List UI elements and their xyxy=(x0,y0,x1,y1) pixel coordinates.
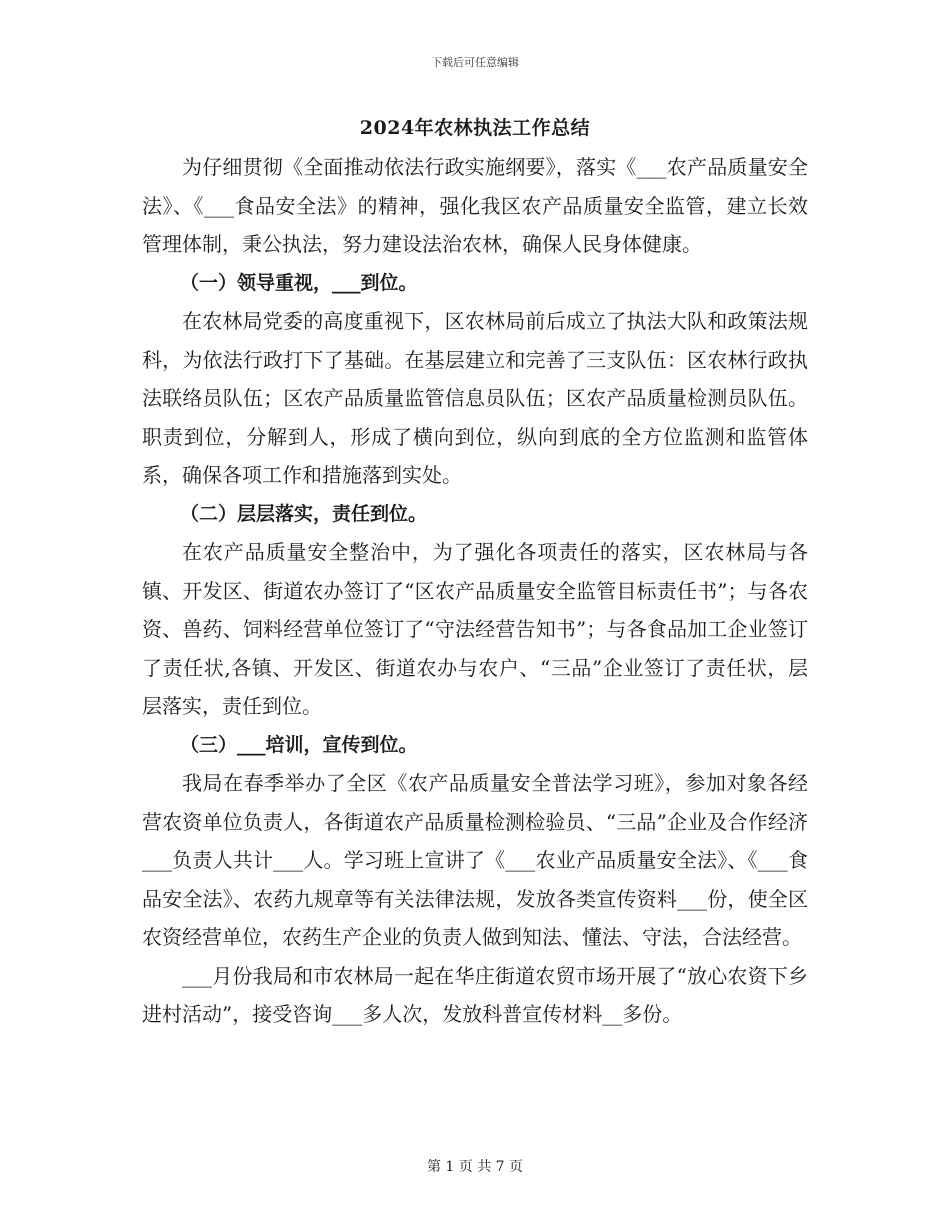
header-note: 下载后可任意编辑 xyxy=(431,56,519,69)
section-heading-3: （三）___培训，宣传到位。 xyxy=(180,733,418,756)
section-3-paragraph-2: ___月份我局和市农林局一起在华庄街道农贸市场开展了“放心农资下乡进村活动”，接受咨询___多人次，发放科普宣传材料__多份。 xyxy=(142,963,808,1026)
page-footer: 第 1 页 共 7 页 xyxy=(426,1159,524,1175)
section-heading-1: （一）领导重视，___到位。 xyxy=(180,271,418,294)
intro-paragraph: 为仔细贯彻《全面推动依法行政实施纲要》，落实《___农产品质量安全法》、《___食品安全法》的精神，强化我区农产品质量安全监管，建立长效管理体制，秉公执法，努力建设法治农林，确保人民身体健康。 xyxy=(142,155,808,256)
section-3-paragraph: 我局在春季举办了全区《农产品质量安全普法学习班》，参加对象各经营农资单位负责人，各街道农产品质量检测检验员、“三品”企业及合作经济___负责人共计___人。学习班上宣讲了《___农业产品质量安全法》、《___食品安全法》、农药九规章等有关法律法规，发放各类宣传资料___份，使全区农资经营单位，农药生产企业的负责人做到知法、懂法、守法，合法经营。 xyxy=(142,771,808,949)
section-heading-2: （二）层层落实，责任到位。 xyxy=(180,502,428,525)
section-2-paragraph: 在农产品质量安全整治中，为了强化各项责任的落实，区农林局与各镇、开发区、街道农办签订了“区农产品质量安全监管目标责任书”；与各农资、兽药、饲料经营单位签订了“守法经营告知书”；与各食品加工企业签订了责任状,各镇、开发区、街道农办与农户、“三品”企业签订了责任状，层层落实，责任到位。 xyxy=(142,540,808,718)
document-title: 2024年农林执法工作总结 xyxy=(359,117,591,139)
document-body xyxy=(142,148,808,1034)
section-1-paragraph: 在农林局党委的高度重视下，区农林局前后成立了执法大队和政策法规科，为依法行政打下了基础。在基层建立和完善了三支队伍：区农林行政执法联络员队伍；区农产品质量监管信息员队伍；区农产品质量检测员队伍。职责到位，分解到人，形成了横向到位，纵向到底的全方位监测和监管体系，确保各项工作和措施落到实处。 xyxy=(142,309,808,487)
